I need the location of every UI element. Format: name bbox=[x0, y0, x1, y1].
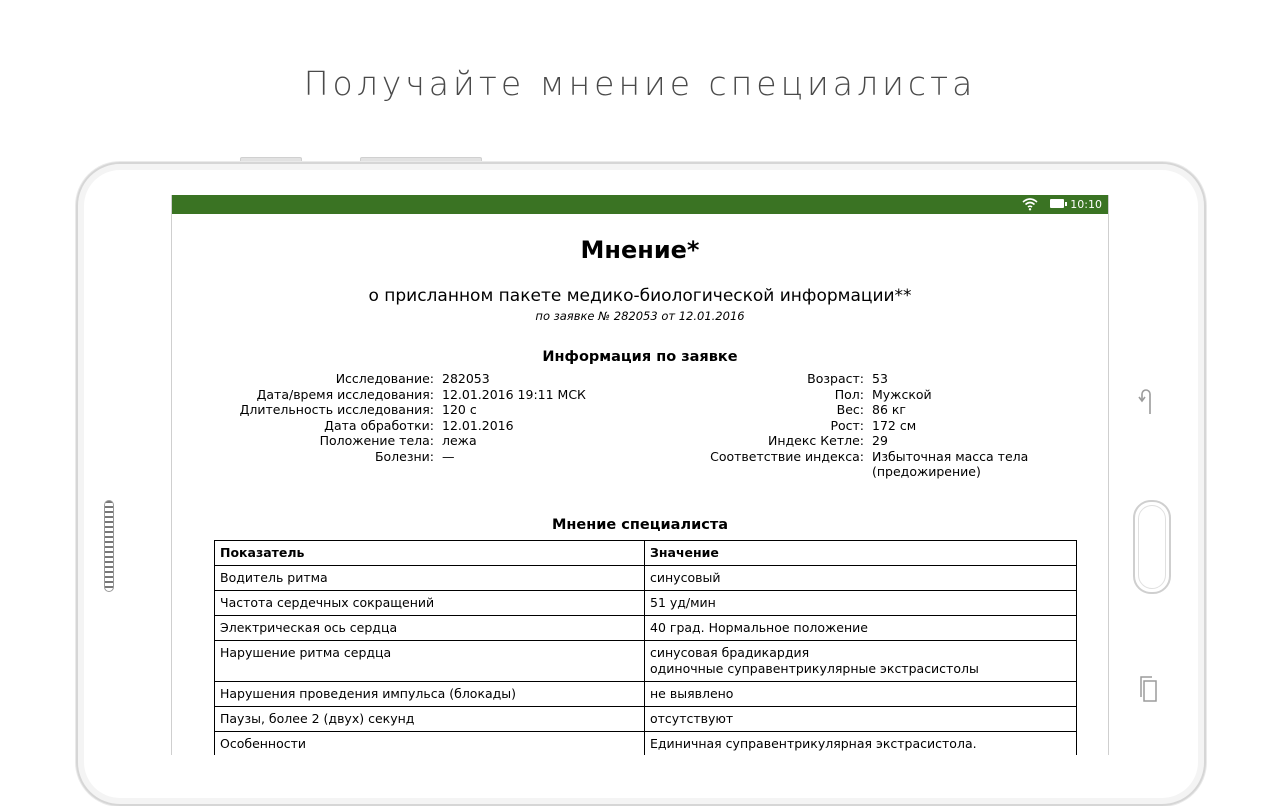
status-bar bbox=[172, 195, 1108, 214]
table-row bbox=[215, 591, 1077, 616]
info-value: 12.01.2016 19:11 МСК bbox=[442, 386, 586, 402]
table-cell: Нарушение ритма сердца bbox=[215, 641, 645, 682]
info-label: Дата обработки: bbox=[324, 417, 434, 433]
info-value: 86 кг bbox=[872, 402, 906, 417]
info-value: Мужской bbox=[872, 386, 932, 402]
document-reference: по заявке № 282053 от 12.01.2016 bbox=[535, 309, 745, 323]
table-cell: отсутствуют bbox=[645, 707, 1077, 732]
table-cell: Единичная суправентрикулярная экстрасистола. bbox=[645, 732, 1077, 756]
info-row bbox=[172, 371, 1042, 387]
wifi-icon bbox=[1022, 196, 1038, 212]
info-row bbox=[172, 433, 1042, 449]
table-cell: 51 уд/мин bbox=[645, 591, 1077, 616]
table-row bbox=[215, 641, 1077, 682]
table-cell: Частота сердечных сокращений bbox=[215, 591, 645, 616]
info-label: Индекс Кетле: bbox=[768, 433, 864, 448]
info-label: Вес: bbox=[836, 402, 864, 417]
back-icon[interactable] bbox=[1136, 388, 1160, 416]
info-value: лежа bbox=[442, 433, 477, 448]
recents-icon[interactable] bbox=[1138, 675, 1160, 703]
info-label: Пол: bbox=[834, 386, 864, 402]
info-value: — bbox=[442, 448, 455, 464]
table-row bbox=[215, 682, 1077, 707]
table-cell: 40 град. Нормальное положение bbox=[645, 616, 1077, 641]
info-section-title: Информация по заявке bbox=[542, 349, 738, 365]
table-cell: Паузы, более 2 (двух) секунд bbox=[215, 707, 645, 732]
table-row bbox=[215, 566, 1077, 591]
battery-icon bbox=[1050, 199, 1064, 208]
headline: Получайте мнение специалиста bbox=[303, 64, 977, 103]
info-label: Рост: bbox=[830, 417, 864, 433]
table-row bbox=[215, 732, 1077, 756]
info-label: Положение тела: bbox=[319, 433, 434, 448]
info-value: 282053 bbox=[442, 371, 490, 386]
info-row bbox=[172, 402, 1042, 418]
speaker-grille bbox=[104, 500, 114, 592]
info-label: Исследование: bbox=[335, 371, 434, 386]
column-header: Значение bbox=[645, 541, 1077, 566]
opinion-table bbox=[214, 540, 1077, 755]
document-subtitle: о присланном пакете медико-биологической информации** bbox=[368, 286, 912, 306]
info-value: 29 bbox=[872, 433, 888, 448]
column-header: Показатель bbox=[215, 541, 645, 566]
table-header-row bbox=[215, 541, 1077, 566]
info-label: Соответствие индекса: bbox=[710, 448, 864, 464]
info-value: 53 bbox=[872, 371, 888, 386]
document-title: Мнение* bbox=[580, 236, 700, 264]
home-button[interactable] bbox=[1133, 500, 1171, 594]
info-label: Длительность исследования: bbox=[239, 402, 434, 417]
table-cell: Водитель ритма bbox=[215, 566, 645, 591]
info-label: Возраст: bbox=[807, 371, 864, 386]
table-cell: Нарушения проведения импульса (блокады) bbox=[215, 682, 645, 707]
info-value: Избыточная масса тела (предожирение) bbox=[872, 448, 1029, 479]
info-row bbox=[172, 418, 1042, 434]
info-right-column bbox=[172, 371, 1042, 480]
table-row bbox=[215, 616, 1077, 641]
opinion-section-title: Мнение специалиста bbox=[551, 517, 729, 533]
status-time: 10:10 bbox=[1070, 198, 1102, 211]
info-row bbox=[172, 387, 1042, 403]
table-cell: Особенности bbox=[215, 732, 645, 756]
info-value: 12.01.2016 bbox=[442, 417, 514, 433]
table-row bbox=[215, 707, 1077, 732]
info-row bbox=[172, 449, 1042, 480]
tablet-screen bbox=[171, 195, 1109, 755]
info-value: 172 см bbox=[872, 417, 917, 433]
info-label: Дата/время исследования: bbox=[256, 386, 434, 402]
table-cell: синусовая брадикардия одиночные суправентрикулярные экстрасистолы bbox=[645, 641, 1077, 682]
info-value: 120 с bbox=[442, 402, 477, 417]
info-label: Болезни: bbox=[374, 448, 434, 464]
table-cell: синусовый bbox=[645, 566, 1077, 591]
table-cell: не выявлено bbox=[645, 682, 1077, 707]
table-cell: Электрическая ось сердца bbox=[215, 616, 645, 641]
